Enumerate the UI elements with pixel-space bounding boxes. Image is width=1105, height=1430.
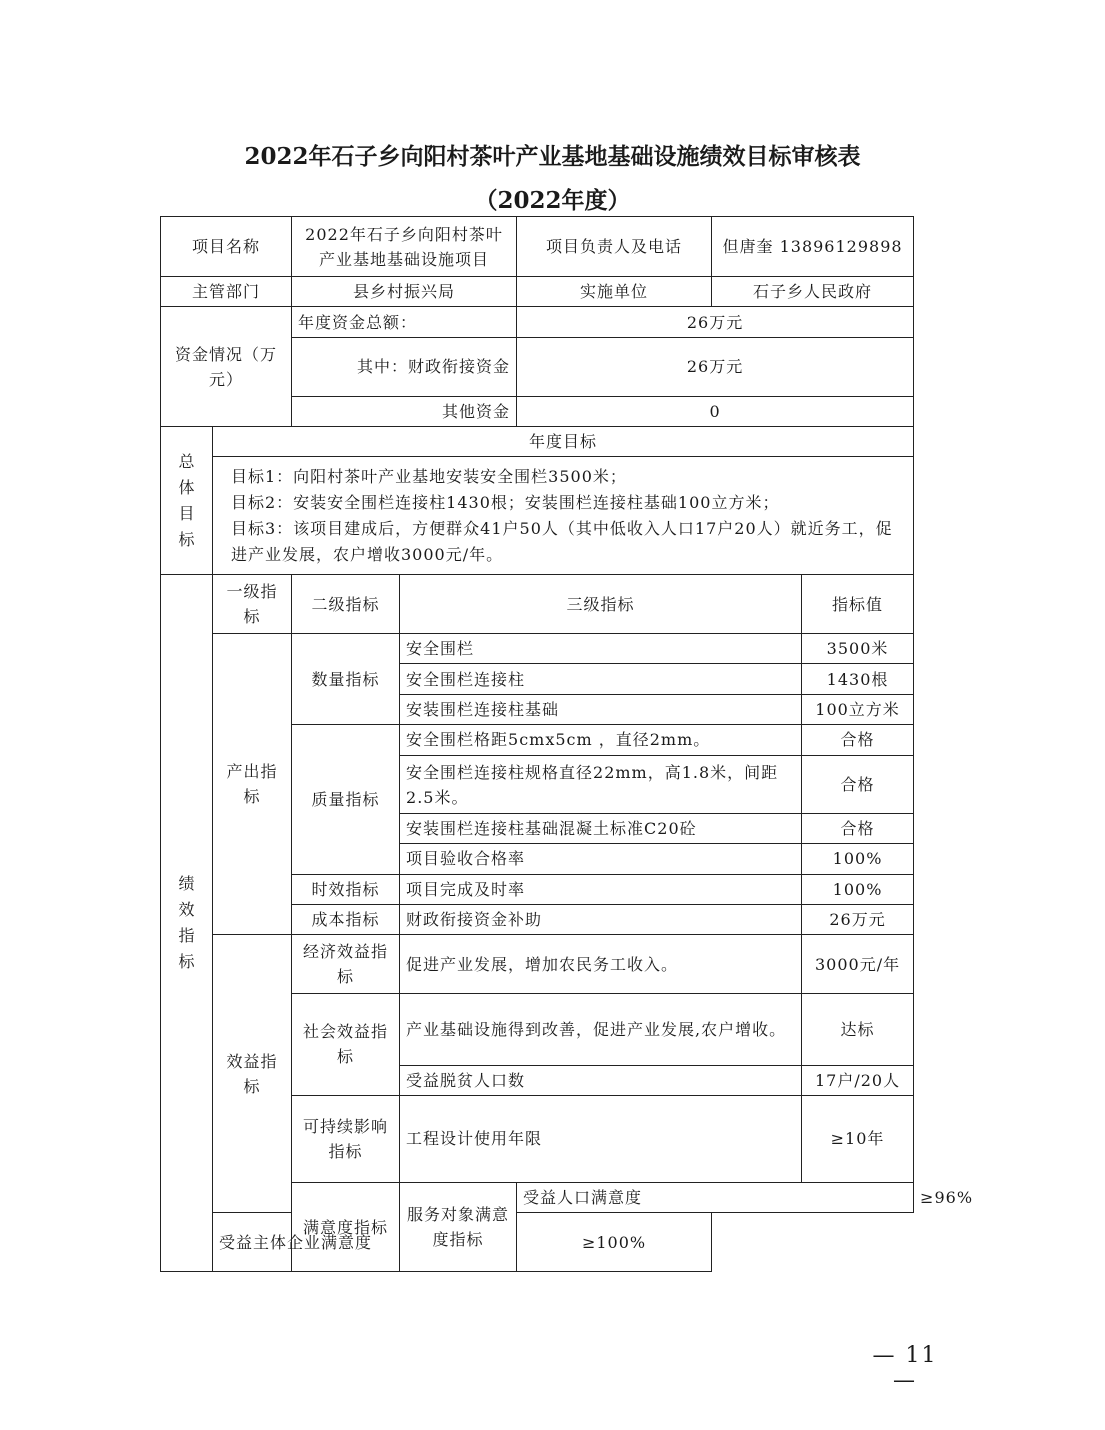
- goals-list: [213, 457, 914, 575]
- funds-label: 资金情况（万元）: [161, 307, 292, 427]
- l1-benefit: 效益指标: [213, 934, 292, 1213]
- l3-cell: 项目验收合格率: [400, 844, 802, 874]
- l3-cell: 受益主体企业满意度: [213, 1213, 517, 1272]
- project-name: 2022年石子乡向阳村茶叶产业基地基础设施项目: [292, 217, 517, 277]
- impl-label: 实施单位: [517, 277, 712, 307]
- impl: 石子乡人民政府: [712, 277, 914, 307]
- value-cell: 26万元: [802, 904, 914, 934]
- l2-cost: 成本指标: [292, 904, 400, 934]
- l1-output: 产出指标: [213, 634, 292, 935]
- page-title: 2022年石子乡向阳村茶叶产业基地基础设施绩效目标审核表: [244, 143, 861, 170]
- l3-cell: 工程设计使用年限: [400, 1095, 802, 1182]
- page-subtitle: （2022年度）: [474, 187, 631, 214]
- l3-cell: 安装围栏连接柱基础: [400, 694, 802, 724]
- header-l1: 一级指标: [213, 574, 292, 633]
- l2-sustain: 可持续影响指标: [292, 1095, 400, 1182]
- l3-cell: 安装围栏连接柱基础混凝土标准C20砼: [400, 814, 802, 844]
- value-cell: 17户/20人: [802, 1065, 914, 1095]
- value-cell: 100%: [802, 844, 914, 874]
- l2-service: 服务对象满意度指标: [400, 1183, 517, 1272]
- header-l3: 三级指标: [400, 574, 802, 633]
- funds-other-label: 其他资金: [292, 396, 517, 426]
- l3-cell: 促进产业发展，增加农民务工收入。: [400, 934, 802, 993]
- dept-label: 主管部门: [161, 277, 292, 307]
- value-cell: ≥100%: [517, 1213, 712, 1272]
- goal-item: 目标1：向阳村茶叶产业基地安装安全围栏3500米；: [231, 466, 627, 486]
- l3-cell: 受益人口满意度: [517, 1183, 914, 1213]
- l2-economic: 经济效益指标: [292, 934, 400, 993]
- l3-cell: 安全围栏: [400, 634, 802, 664]
- value-cell: ≥10年: [802, 1095, 914, 1182]
- l3-cell: 受益脱贫人口数: [400, 1065, 802, 1095]
- l2-social: 社会效益指标: [292, 994, 400, 1096]
- funds-fiscal-label: 其中：财政衔接资金: [292, 337, 517, 396]
- funds-other: 0: [517, 396, 914, 426]
- l2-quantity: 数量指标: [292, 634, 400, 724]
- value-cell: 100%: [802, 874, 914, 904]
- value-cell: 100立方米: [802, 694, 914, 724]
- funds-total-label: 年度资金总额：: [292, 307, 517, 337]
- value-cell: 3000元/年: [802, 934, 914, 993]
- l3-cell: 产业基础设施得到改善，促进产业发展,农户增收。: [400, 994, 802, 1065]
- header-l2: 二级指标: [292, 574, 400, 633]
- project-name-label: 项目名称: [161, 217, 292, 277]
- l3-cell: 财政衔接资金补助: [400, 904, 802, 934]
- value-cell: 3500米: [802, 634, 914, 664]
- value-cell: 合格: [802, 814, 914, 844]
- manager: 但唐奎 13896129898: [712, 217, 914, 277]
- dept: 县乡村振兴局: [292, 277, 517, 307]
- l2-quality: 质量指标: [292, 724, 400, 874]
- goals-header: 年度目标: [213, 427, 914, 457]
- goals-label: 总 体 目 标: [161, 427, 213, 575]
- page-number: — 11 —: [872, 1343, 938, 1393]
- funds-total: 26万元: [517, 307, 914, 337]
- l3-cell: 安全围栏连接柱规格直径22mm，高1.8米，间距2.5米。: [400, 755, 802, 813]
- l1-satisfaction: 满意度指标: [292, 1183, 400, 1272]
- performance-label: 绩 效 指 标: [161, 574, 213, 1271]
- l3-cell: 安全围栏格距5cmx5cm ，直径2mm。: [400, 724, 802, 755]
- performance-table: 项目名称 2022年石子乡向阳村茶叶产业基地基础设施项目 项目负责人及电话 但唐奎 13896129898 主管部门 县乡村振兴局 实施单位 石子乡人民政府 资金情况（万元） 年度资金总额： 26万元 其中：财政衔接资金 26万元 其他资金 0 总 体 目 标 年度目标 目标1：向阳村茶叶产业基地安装安全围栏3500米； 目标2：安装安全围栏连接柱1430根；安装围栏连接柱基础100立方米； 目标3：该项目建成后，方便群众41户50人（其中低收入人口17户20人）就近务工，促进产业发展，农户增收3000元/年。 绩 效 指 标 一级指标 二级指标 三级指标 指标值 产出指标 数量指标 安全围栏 3500米 安全围栏连接柱 1430根 安装围栏连接柱基础 100立方米 质量指标 安全围栏格距5cmx5cm ，直径2mm。 合格 安全围栏连接柱规格直径22mm，高1.8米，间距2.5米。 合格 安装围栏连接柱基础混凝土标准C20砼 合格 项目验收合格率 100% 时效指标 项目完成及时率 100% 成本指标 财政衔接资金补助 26万元 效益指标 经济效益指标 促进产业发展，增加农民务工收入。 3000元/年 社会效益指标 产业基础设施得到改善，促进产业发展,农户增收。 达标 受益脱贫人口数 17户/20人 可持续影响指标 工程设计使用年限 ≥10年 满意度指标 服务对象满意度指标 受益人口满意度 ≥96% 受益主体企业满意度 ≥100%: [160, 216, 914, 1272]
- header-value: 指标值: [802, 574, 914, 633]
- value-cell: 达标: [802, 994, 914, 1065]
- value-cell: 合格: [802, 755, 914, 813]
- value-cell: 1430根: [802, 664, 914, 694]
- l3-cell: 安全围栏连接柱: [400, 664, 802, 694]
- l2-time: 时效指标: [292, 874, 400, 904]
- funds-fiscal: 26万元: [517, 337, 914, 396]
- goal-item: 目标2：安装安全围栏连接柱1430根；安装围栏连接柱基础100立方米；: [231, 492, 780, 512]
- value-cell: 合格: [802, 724, 914, 755]
- manager-label: 项目负责人及电话: [517, 217, 712, 277]
- l3-cell: 项目完成及时率: [400, 874, 802, 904]
- goal-item: 目标3：该项目建成后，方便群众41户50人（其中低收入人口17户20人）就近务工，促进产业发展，农户增收3000元/年。: [231, 518, 893, 564]
